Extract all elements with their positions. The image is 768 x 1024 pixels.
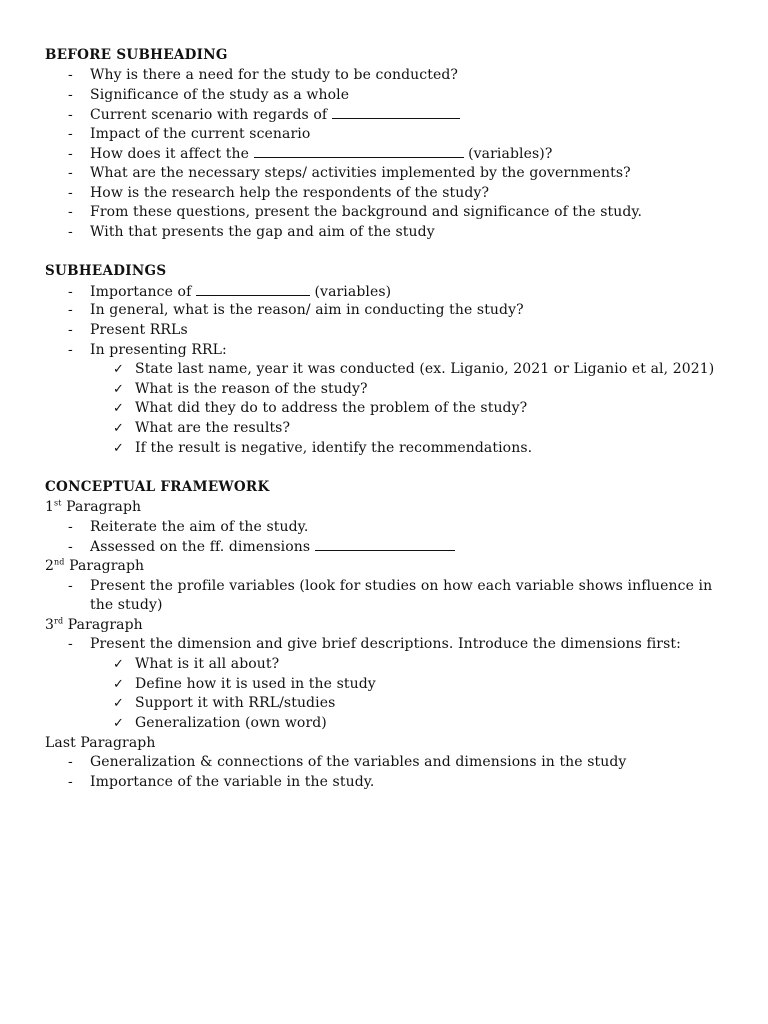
list-item-continuation: the study) <box>90 597 163 613</box>
item-text: State last name, year it was conducted (ex. Liganio, 2021 or Liganio et al, 2021) <box>135 361 715 377</box>
dash-bullet: - <box>68 165 73 181</box>
item-text: What is it all about? <box>135 656 280 672</box>
heading-subheadings: SUBHEADINGS <box>45 263 167 279</box>
checkmark-icon: ✓ <box>113 382 124 397</box>
dash-bullet: - <box>68 302 73 318</box>
check-item <box>113 714 327 733</box>
checkmark-icon: ✓ <box>113 362 124 377</box>
fill-in-blank <box>196 282 310 296</box>
item-text-suffix: (variables) <box>314 284 392 300</box>
paragraph-label-last: Last Paragraph <box>45 735 156 751</box>
dash-bullet: - <box>68 107 73 123</box>
ordinal-suffix: st <box>54 498 62 508</box>
dash-bullet: - <box>68 539 73 555</box>
dash-bullet: - <box>68 578 73 594</box>
heading-before-subheading: BEFORE SUBHEADING <box>45 47 228 63</box>
checkmark-icon: ✓ <box>113 401 124 416</box>
ordinal-number: 1 <box>45 499 55 515</box>
list-item <box>68 518 308 537</box>
item-text: In general, what is the reason/ aim in conducting the study? <box>90 302 524 318</box>
fill-in-blank <box>332 105 460 119</box>
check-item <box>113 360 714 379</box>
dash-bullet: - <box>68 224 73 240</box>
dash-bullet: - <box>68 204 73 220</box>
dash-bullet: - <box>68 322 73 338</box>
checkmark-icon: ✓ <box>113 441 124 456</box>
check-item <box>113 655 279 674</box>
list-item <box>68 773 374 792</box>
check-item <box>113 399 527 418</box>
item-text: Assessed on the ff. dimensions <box>90 539 311 555</box>
list-item <box>68 635 681 654</box>
ordinal-suffix: nd <box>54 557 65 567</box>
dash-bullet: - <box>68 342 73 358</box>
paragraph-word: Paragraph <box>67 617 143 633</box>
item-text: How does it affect the <box>90 146 249 162</box>
item-text-suffix: (variables)? <box>468 146 553 162</box>
paragraph-label-2 <box>45 557 144 576</box>
item-text: Present the profile variables (look for studies on how each variable shows influence in <box>90 578 713 594</box>
list-item <box>68 125 310 144</box>
item-text: With that presents the gap and aim of the study <box>90 224 435 240</box>
dash-bullet: - <box>68 754 73 770</box>
item-text: What is the reason of the study? <box>135 381 368 397</box>
ordinal-suffix: rd <box>54 616 64 626</box>
heading-conceptual-framework: CONCEPTUAL FRAMEWORK <box>45 479 270 495</box>
checkmark-icon: ✓ <box>113 421 124 436</box>
list-item <box>68 577 712 596</box>
list-item <box>68 66 458 85</box>
checkmark-icon: ✓ <box>113 716 124 731</box>
paragraph-word: Paragraph <box>66 499 142 515</box>
list-item <box>68 184 489 203</box>
dash-bullet: - <box>68 519 73 535</box>
check-item <box>113 675 376 694</box>
item-text: Define how it is used in the study <box>135 676 376 692</box>
item-text: Impact of the current scenario <box>90 126 311 142</box>
dash-bullet: - <box>68 126 73 142</box>
ordinal-number: 2 <box>45 558 55 574</box>
list-item <box>68 144 552 164</box>
dash-bullet: - <box>68 284 73 300</box>
checkmark-icon: ✓ <box>113 657 124 672</box>
checkmark-icon: ✓ <box>113 696 124 711</box>
item-text: Why is there a need for the study to be conducted? <box>90 67 458 83</box>
item-text: Present the dimension and give brief descriptions. Introduce the dimensions first: <box>90 636 681 652</box>
item-text: In presenting RRL: <box>90 342 227 358</box>
dash-bullet: - <box>68 636 73 652</box>
list-item <box>68 223 435 242</box>
item-text: How is the research help the respondents of the study? <box>90 185 490 201</box>
item-text: Support it with RRL/studies <box>135 695 336 711</box>
item-text: Importance of the variable in the study. <box>90 774 375 790</box>
check-item <box>113 439 532 458</box>
item-text: What are the necessary steps/ activities implemented by the governments? <box>90 165 631 181</box>
list-item <box>68 105 460 125</box>
fill-in-blank <box>254 144 464 158</box>
item-text: Generalization (own word) <box>135 715 327 731</box>
list-item <box>68 753 626 772</box>
item-text: Current scenario with regards of <box>90 107 328 123</box>
item-text: If the result is negative, identify the recommendations. <box>135 440 533 456</box>
dash-bullet: - <box>68 774 73 790</box>
item-text: Present RRLs <box>90 322 188 338</box>
item-text: From these questions, present the background and significance of the study. <box>90 204 643 220</box>
item-text: What are the results? <box>135 420 291 436</box>
list-item <box>68 301 524 320</box>
list-item <box>68 321 188 340</box>
checkmark-icon: ✓ <box>113 677 124 692</box>
item-text: Significance of the study as a whole <box>90 87 350 103</box>
item-text: What did they do to address the problem of the study? <box>135 400 528 416</box>
dash-bullet: - <box>68 146 73 162</box>
check-item <box>113 694 335 713</box>
dash-bullet: - <box>68 67 73 83</box>
list-item <box>68 86 349 105</box>
fill-in-blank <box>315 537 455 551</box>
dash-bullet: - <box>68 185 73 201</box>
check-item <box>113 419 290 438</box>
item-text: Importance of <box>90 284 192 300</box>
paragraph-word: Paragraph <box>69 558 145 574</box>
item-text: Reiterate the aim of the study. <box>90 519 309 535</box>
list-item <box>68 203 642 222</box>
list-item <box>68 282 391 302</box>
check-item <box>113 380 368 399</box>
list-item <box>68 164 631 183</box>
item-text: Generalization & connections of the variables and dimensions in the study <box>90 754 627 770</box>
dash-bullet: - <box>68 87 73 103</box>
list-item <box>68 341 227 360</box>
paragraph-label-3 <box>45 616 143 635</box>
list-item <box>68 537 455 557</box>
ordinal-number: 3 <box>45 617 55 633</box>
paragraph-label-1 <box>45 498 141 517</box>
